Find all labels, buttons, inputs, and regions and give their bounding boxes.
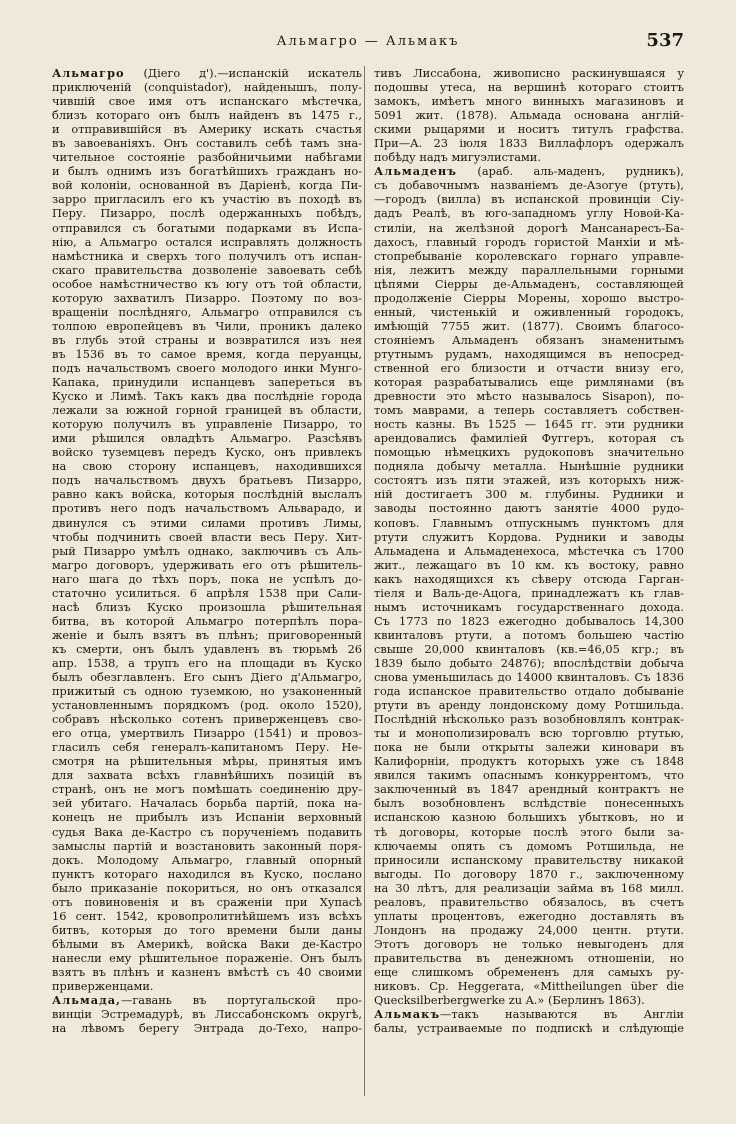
line-text: въ глубь этой страны и возвратился изъ нея bbox=[52, 332, 362, 347]
text-line bbox=[52, 909, 362, 923]
line-text: смотря на рѣшительныя мѣры, принятыя имъ bbox=[52, 754, 362, 769]
page-number: 537 bbox=[646, 30, 684, 51]
text-line bbox=[52, 558, 362, 572]
line-text: реаловъ, правительство обязалось, въ счетъ bbox=[374, 894, 684, 909]
text-line bbox=[52, 291, 362, 305]
text-line bbox=[374, 698, 684, 712]
line-text: женіе и былъ взятъ въ плѣнъ; приговоренный bbox=[52, 627, 362, 642]
line-text: статочно усилиться. 6 апрѣля 1538 при Сали- bbox=[52, 585, 362, 600]
text-line bbox=[52, 417, 362, 431]
text-line bbox=[374, 754, 684, 768]
text-line bbox=[374, 403, 684, 417]
line-text: 1839 было добыто 24876); впослѣдствіи добыча bbox=[374, 655, 684, 670]
line-text: состоятъ изъ пяти этажей, изъ которыхъ ниж- bbox=[374, 473, 684, 488]
text-line bbox=[52, 150, 362, 164]
line-text: толпою европейцевъ въ Чили, проникъ далеко bbox=[52, 318, 362, 333]
line-text: на лѣвомъ берегу Энтрада до-Техо, напро- bbox=[52, 1021, 362, 1036]
text-line bbox=[52, 951, 362, 965]
text-line bbox=[374, 206, 684, 220]
line-text: которую получилъ въ управленіе Пизарро, то bbox=[52, 417, 362, 432]
text-line bbox=[52, 1007, 362, 1021]
line-text: которую захватилъ Пизарро. Поэтому по воз- bbox=[52, 290, 362, 305]
text-line bbox=[52, 768, 362, 782]
line-text: былъ возобновленъ вслѣдствіе понесенныхъ bbox=[374, 796, 684, 811]
text-line bbox=[52, 263, 362, 277]
line-text: приключеній (conquistador), найденышъ, полу- bbox=[52, 80, 362, 95]
text-line bbox=[52, 66, 362, 80]
text-line bbox=[52, 853, 362, 867]
text-line bbox=[52, 164, 362, 178]
text-line bbox=[374, 150, 684, 164]
text-line bbox=[374, 530, 684, 544]
line-text: балы, устраиваемые по подпискѣ и слѣдующіе bbox=[374, 1021, 684, 1036]
text-line bbox=[374, 431, 684, 445]
line-text: ртути въ аренду лондонскому дому Ротшильда. bbox=[374, 698, 684, 713]
text-line bbox=[374, 221, 684, 235]
line-text: насѣ близъ Куско произошла рѣшительная bbox=[52, 599, 362, 614]
line-text: квинталовъ ртути, а потомъ большею частію bbox=[374, 627, 684, 642]
text-line bbox=[374, 895, 684, 909]
text-line bbox=[374, 122, 684, 136]
line-text: которая разрабатывались еще римлянами (въ bbox=[374, 375, 684, 390]
text-line bbox=[374, 628, 684, 642]
text-line bbox=[52, 881, 362, 895]
text-line bbox=[374, 445, 684, 459]
line-text: коповъ. Главнымъ отпускнымъ пунктомъ для bbox=[374, 515, 684, 530]
text-line bbox=[52, 1021, 362, 1035]
line-text: винціи Эстремадурѣ, въ Лиссабонскомъ округѣ, bbox=[52, 1007, 362, 1022]
text-line bbox=[52, 249, 362, 263]
line-text: вой колоніи, основанной въ Даріенѣ, когда Пи- bbox=[52, 178, 362, 193]
line-text: конецъ не прибылъ изъ Испаніи верховный bbox=[52, 810, 362, 825]
line-text: Куско и Лимѣ. Такъ какъ два послѣдніе города bbox=[52, 389, 362, 404]
line-text: нія, лежитъ между параллельными горными bbox=[374, 262, 684, 277]
line-text: взятъ въ плѣнъ и казненъ вмѣстѣ съ 40 своими bbox=[52, 965, 362, 979]
left-column bbox=[52, 66, 362, 1035]
text-line bbox=[52, 94, 362, 108]
text-line bbox=[52, 235, 362, 249]
text-line bbox=[374, 558, 684, 572]
page-header bbox=[52, 30, 684, 54]
text-line bbox=[374, 586, 684, 600]
line-text: Этотъ договоръ не только невыгоденъ для bbox=[374, 936, 684, 951]
line-text: судья Вака де-Кастро съ порученіемъ подавить bbox=[52, 824, 362, 839]
text-line bbox=[374, 740, 684, 754]
line-text: подняла добычу металла. Нынѣшніе рудники bbox=[374, 459, 684, 474]
text-line bbox=[52, 445, 362, 459]
line-text: снова уменьшилась до 14000 квинталовъ. Съ 1836 bbox=[374, 670, 684, 685]
running-title: Альмагро — Альмакъ bbox=[276, 34, 460, 49]
text-line bbox=[374, 572, 684, 586]
line-text: —городъ (вилла) въ испанской провинціи Сіу- bbox=[374, 192, 684, 207]
text-line bbox=[52, 431, 362, 445]
text-line bbox=[374, 417, 684, 431]
line-text: скаго правительства дозволеніе завоевать себѣ bbox=[52, 262, 362, 277]
line-text: на 30 лѣтъ, для реализаціи займа въ 168 милл. bbox=[374, 880, 684, 895]
line-text: вращеніи послѣдняго, Альмагро отправился съ bbox=[52, 304, 362, 319]
line-text: магро договоръ, удерживать его отъ рѣшитель- bbox=[52, 557, 362, 572]
text-line bbox=[374, 614, 684, 628]
text-line bbox=[52, 684, 362, 698]
text-line bbox=[52, 796, 362, 810]
line-text: какъ находящихся къ сѣверу отсюда Гарган- bbox=[374, 571, 684, 586]
line-text: ность казны. Въ 1525 — 1645 гг. эти рудники bbox=[374, 417, 684, 432]
text-line bbox=[374, 979, 684, 993]
entry-headword: Альмагро bbox=[52, 66, 125, 80]
line-text: дахосъ, главный городъ гористой Манхіи и мѣ- bbox=[374, 234, 684, 249]
text-line bbox=[52, 122, 362, 136]
text-line bbox=[374, 516, 684, 530]
text-line bbox=[374, 333, 684, 347]
text-line bbox=[374, 80, 684, 94]
line-text: зей убитаго. Началась борьба партій, пока на- bbox=[52, 796, 362, 811]
line-text: особое намѣстничество къ югу отъ той области, bbox=[52, 276, 362, 291]
line-text: дадъ Реалѣ, въ юго-западномъ углу Новой-Ка- bbox=[374, 206, 684, 221]
line-text: странѣ, онъ не могъ помѣшать соединенію дру- bbox=[52, 782, 362, 797]
text-line bbox=[52, 572, 362, 586]
line-text: томъ маврами, а теперь составляетъ собствен- bbox=[374, 403, 684, 418]
line-text: наго шага до тѣхъ поръ, пока не успѣлъ до- bbox=[52, 571, 362, 586]
line-text: собравъ нѣсколько сотенъ приверженцевъ сво- bbox=[52, 712, 362, 727]
line-text: Quecksilberbergwerke zu A.» (Берлинъ 1863). bbox=[374, 993, 645, 1008]
line-text: подъ начальствомъ своего молодого инки Мунго- bbox=[52, 360, 362, 375]
text-line bbox=[52, 473, 362, 487]
line-text: прижитый съ одною туземкою, но узаконенный bbox=[52, 684, 362, 699]
text-line bbox=[374, 235, 684, 249]
text-line bbox=[52, 867, 362, 881]
text-line bbox=[52, 136, 362, 150]
text-line bbox=[52, 712, 362, 726]
text-line bbox=[52, 656, 362, 670]
text-line bbox=[374, 361, 684, 375]
line-text: на свою сторону испанцевъ, находившихся bbox=[52, 459, 362, 474]
text-line bbox=[374, 136, 684, 150]
text-line bbox=[52, 347, 362, 361]
text-line bbox=[374, 684, 684, 698]
line-text: и отправившійся въ Америку искать счастья bbox=[52, 122, 362, 137]
text-line bbox=[52, 403, 362, 417]
line-text: подошвы утеса, на вершинѣ котораго стоитъ bbox=[374, 80, 684, 95]
line-text: установленнымъ порядкомъ (род. около 1520), bbox=[52, 698, 362, 713]
line-text: ственной его близости и отчасти внизу его, bbox=[374, 360, 684, 375]
text-line bbox=[374, 501, 684, 515]
text-line bbox=[52, 459, 362, 473]
line-text: намѣстника и сверхъ того получилъ отъ испан- bbox=[52, 248, 362, 263]
text-line bbox=[52, 600, 362, 614]
line-text: пунктъ котораго находился въ Куско, послано bbox=[52, 866, 362, 881]
text-line bbox=[52, 333, 362, 347]
line-text: было приказаніе покориться, но онъ отказался bbox=[52, 880, 362, 895]
line-text: испанскою казною большихъ убытковъ, но и bbox=[374, 810, 684, 825]
line-text: (Дiего д').—испанскій искатель bbox=[124, 66, 362, 80]
text-line bbox=[52, 544, 362, 558]
line-text: (араб. аль-маденъ, рудникъ), bbox=[456, 164, 684, 179]
line-text: Альмадена и Альмаденехоса, мѣстечка съ 1700 bbox=[374, 543, 684, 558]
line-text: докъ. Молодому Альмагро, главный опорный bbox=[52, 852, 362, 867]
text-line bbox=[374, 192, 684, 206]
text-line bbox=[52, 839, 362, 853]
text-line bbox=[52, 825, 362, 839]
line-text: Послѣдній нѣсколько разъ возобновлялъ контрак- bbox=[374, 712, 684, 727]
line-text: ній достигаетъ 300 м. глубины. Рудники и bbox=[374, 487, 684, 502]
text-line bbox=[52, 810, 362, 824]
text-line bbox=[374, 249, 684, 263]
line-text: двинулся съ этими силами противъ Лимы, bbox=[52, 515, 362, 530]
line-text: для захвата всѣхъ главнѣйшихъ позицій въ bbox=[52, 768, 362, 783]
text-line bbox=[374, 951, 684, 965]
line-text: замокъ, имѣетъ много винныхъ магазиновъ и bbox=[374, 94, 684, 109]
line-text: года испанское правительство отдало добываніе bbox=[374, 684, 684, 699]
text-line bbox=[374, 305, 684, 319]
line-text: явился такимъ опаснымъ конкуррентомъ, что bbox=[374, 768, 684, 783]
text-line bbox=[52, 361, 362, 375]
line-text: Перу. Пизарро, послѣ одержанныхъ побѣдъ, bbox=[52, 206, 362, 221]
line-text: побѣду надъ мигуэлистами. bbox=[374, 150, 541, 165]
text-line bbox=[52, 782, 362, 796]
line-text: чтобы подчинить своей власти весь Перу. Хит- bbox=[52, 529, 362, 544]
line-text: и былъ однимъ изъ богатѣйшихъ гражданъ но- bbox=[52, 164, 362, 179]
line-text: близъ котораго онъ былъ найденъ въ 1475 г., bbox=[52, 108, 362, 123]
line-text: ты и монополизировалъ всю торговлю ртутью, bbox=[374, 726, 684, 741]
line-text: къ смерти, онъ былъ удавленъ въ тюрьмѣ 26 bbox=[52, 641, 362, 656]
line-text: зарро пригласилъ его къ участію въ походѣ въ bbox=[52, 192, 362, 207]
line-text: въ завоеваніяхъ. Онъ составилъ себѣ тамъ зна- bbox=[52, 136, 362, 151]
line-text: —гавань въ португальской про- bbox=[121, 993, 362, 1008]
text-line bbox=[374, 839, 684, 853]
line-text: чившій свое имя отъ испанскаго мѣстечка, bbox=[52, 94, 362, 109]
line-text: ртути служитъ Кордова. Рудники и заводы bbox=[374, 529, 684, 544]
text-line bbox=[374, 1007, 684, 1021]
line-text: уплаты процентовъ, ежегодно доставлять въ bbox=[374, 908, 684, 923]
line-text: его отца, умертвилъ Пизарро (1541) и провоз- bbox=[52, 726, 362, 741]
line-text: замыслы партій и возстановить законный поря- bbox=[52, 838, 362, 853]
line-text: Калифорніи, продуктъ которыхъ уже съ 1848 bbox=[374, 754, 684, 769]
text-line bbox=[374, 487, 684, 501]
text-line bbox=[374, 726, 684, 740]
text-line bbox=[52, 965, 362, 979]
text-line bbox=[374, 993, 684, 1007]
text-line bbox=[374, 347, 684, 361]
line-text: ртутнымъ рудамъ, находящимся въ непосред- bbox=[374, 346, 684, 361]
text-line bbox=[374, 825, 684, 839]
text-line bbox=[52, 937, 362, 951]
line-text: Лондонъ на продажу 24,000 центн. ртути. bbox=[374, 922, 684, 937]
text-line bbox=[52, 221, 362, 235]
text-line bbox=[374, 923, 684, 937]
text-line bbox=[52, 698, 362, 712]
text-line bbox=[52, 305, 362, 319]
line-text: При—А. 23 іюля 1833 Виллафлоръ одержалъ bbox=[374, 136, 684, 151]
line-text: апр. 1538, а трупъ его на площади въ Куско bbox=[52, 655, 362, 670]
line-text: приносили испанскому правительству никакой bbox=[374, 852, 684, 867]
line-text: тивъ Лиссабона, живописно раскинувшаяся у bbox=[374, 66, 684, 80]
text-line bbox=[52, 192, 362, 206]
right-column bbox=[374, 66, 684, 1035]
text-line bbox=[52, 642, 362, 656]
line-text: приверженцами. bbox=[52, 979, 154, 994]
line-text: стопребываніе королевскаго горнаго управле- bbox=[374, 248, 684, 263]
text-line bbox=[374, 178, 684, 192]
text-line bbox=[374, 782, 684, 796]
text-line bbox=[52, 923, 362, 937]
text-line bbox=[374, 319, 684, 333]
entry-headword: Альмакъ bbox=[374, 1007, 441, 1022]
text-line bbox=[52, 628, 362, 642]
line-text: былъ обезглавленъ. Его сынъ Дiего д'Альмагро, bbox=[52, 670, 362, 685]
line-text: выгоды. По договору 1870 г., заключенному bbox=[374, 866, 684, 881]
line-text: въ 1536 въ то самое время, когда перуанцы, bbox=[52, 346, 362, 361]
line-text: еще слишкомъ обремененъ для самыхъ ру- bbox=[374, 965, 684, 979]
line-text: никовъ. Ср. Heggerата, «Mittheilungen über die bbox=[374, 979, 684, 994]
line-text: войско туземцевъ передъ Куско, онъ привлекъ bbox=[52, 445, 362, 460]
text-line bbox=[374, 670, 684, 684]
text-line bbox=[374, 389, 684, 403]
line-text: отъ повиновенія и въ сраженіи при Хупасѣ bbox=[52, 894, 362, 909]
text-line bbox=[374, 291, 684, 305]
text-line bbox=[374, 375, 684, 389]
line-text: нымъ источникамъ государственнаго дохода. bbox=[374, 599, 684, 614]
text-line bbox=[374, 263, 684, 277]
line-text: пока не были открыты залежи киновари въ bbox=[374, 740, 684, 755]
text-line bbox=[52, 375, 362, 389]
line-text: битвъ, которыя до того времени были даны bbox=[52, 922, 362, 937]
text-line bbox=[374, 965, 684, 979]
line-text: чительное состояніе разбойничьими набѣгами bbox=[52, 150, 362, 165]
text-line bbox=[52, 993, 362, 1007]
line-text: правительства въ денежномъ отношеніи, но bbox=[374, 950, 684, 965]
text-line bbox=[52, 319, 362, 333]
line-text: гласилъ себя генералъ-капитаномъ Перу. Не- bbox=[52, 740, 362, 755]
line-text: скими рыцарями и носитъ титулъ графства. bbox=[374, 122, 684, 137]
text-line bbox=[374, 881, 684, 895]
text-line bbox=[374, 66, 684, 80]
text-line bbox=[374, 768, 684, 782]
line-text: свыше 20,000 квинталовъ (кв.=46,05 кгр.; въ bbox=[374, 641, 684, 656]
text-line bbox=[52, 726, 362, 740]
text-line bbox=[374, 796, 684, 810]
text-line bbox=[52, 740, 362, 754]
text-line bbox=[374, 544, 684, 558]
line-text: тѣ договоры, которые послѣ этого были за- bbox=[374, 824, 684, 839]
line-text: заводы постоянно даютъ занятіе 4000 рудо- bbox=[374, 501, 684, 516]
line-text: 16 сент. 1542, кровопролитнѣйшемъ изъ всѣхъ bbox=[52, 908, 362, 923]
text-line bbox=[52, 586, 362, 600]
text-line bbox=[374, 277, 684, 291]
text-line bbox=[374, 909, 684, 923]
line-text: ключаемы опять съ домомъ Ротшильда, не bbox=[374, 838, 684, 853]
line-text: продолженіе Сіерры Морены, хорошо выстро- bbox=[374, 290, 684, 305]
line-text: Съ 1773 по 1823 ежегодно добывалось 14,300 bbox=[374, 613, 684, 628]
text-line bbox=[374, 867, 684, 881]
text-line bbox=[374, 712, 684, 726]
line-text: съ добавочнымъ названіемъ де-Азогуе (ртуть), bbox=[374, 178, 684, 193]
line-text: енный, чистенькій и оживленный городокъ, bbox=[374, 304, 684, 319]
text-line bbox=[52, 178, 362, 192]
entry-headword: Альмаденъ bbox=[374, 164, 457, 179]
text-line bbox=[52, 754, 362, 768]
text-line bbox=[52, 277, 362, 291]
line-text: имѣющій 7755 жит. (1877). Своимъ благосо- bbox=[374, 318, 684, 333]
line-text: равно какъ войска, которыя послѣдній выслалъ bbox=[52, 487, 362, 502]
text-line bbox=[52, 614, 362, 628]
line-text: нанесли ему рѣшительное пораженіе. Онъ былъ bbox=[52, 950, 362, 965]
text-line bbox=[52, 979, 362, 993]
text-line bbox=[52, 487, 362, 501]
text-line bbox=[374, 164, 684, 178]
text-line bbox=[52, 206, 362, 220]
text-line bbox=[374, 853, 684, 867]
line-text: помощью нѣмецкихъ рудокоповъ значительно bbox=[374, 445, 684, 460]
text-line bbox=[52, 501, 362, 515]
line-text: лежали за южной горной границей въ области, bbox=[52, 403, 362, 418]
line-text: 5091 жит. (1878). Альмада основана англій- bbox=[374, 108, 684, 123]
entry-headword: Альмада, bbox=[52, 993, 122, 1008]
line-text: Капака, принудили испанцевъ запереться въ bbox=[52, 375, 362, 390]
text-line bbox=[374, 810, 684, 824]
line-text: ими рѣшился овладѣть Альмагро. Разсѣявъ bbox=[52, 431, 362, 446]
line-text: арендовались фамиліей Фуггеръ, которая съ bbox=[374, 431, 684, 446]
line-text: отправился съ богатыми подарками въ Испа- bbox=[52, 220, 362, 235]
text-line bbox=[374, 459, 684, 473]
line-text: тіеля и Валь-де-Ацога, принадлежатъ къ глав- bbox=[374, 585, 684, 600]
line-text: стиліи, на желѣзной дорогѣ Мансанаресъ-Ба- bbox=[374, 220, 684, 235]
text-line bbox=[374, 94, 684, 108]
text-line bbox=[374, 108, 684, 122]
text-line bbox=[374, 937, 684, 951]
text-line bbox=[52, 80, 362, 94]
text-line bbox=[374, 642, 684, 656]
text-line bbox=[52, 670, 362, 684]
line-text: противъ него подъ начальствомъ Альварадо, и bbox=[52, 501, 362, 516]
text-line bbox=[52, 108, 362, 122]
text-line bbox=[52, 516, 362, 530]
line-text: битва, въ которой Альмагро потерпѣлъ пора- bbox=[52, 613, 362, 628]
line-text: древности это мѣсто называлось Sisapon), по- bbox=[374, 389, 684, 404]
text-line bbox=[52, 389, 362, 403]
text-line bbox=[374, 473, 684, 487]
line-text: бѣлыми въ Америкѣ, войска Ваки де-Кастро bbox=[52, 936, 362, 951]
column-divider bbox=[364, 66, 365, 1096]
line-text: цѣпями Сіерры де-Альмаденъ, составляющей bbox=[374, 276, 684, 291]
text-line bbox=[52, 530, 362, 544]
line-text: жит., лежащаго въ 10 км. къ востоку, равно bbox=[374, 557, 684, 572]
line-text: стояніемъ Альмаденъ обязанъ знаменитымъ bbox=[374, 332, 684, 347]
line-text: рый Пизарро умѣлъ однако, заключивъ съ Аль- bbox=[52, 543, 362, 558]
line-text: нію, а Альмагро остался исправлять должность bbox=[52, 234, 362, 249]
text-line bbox=[374, 600, 684, 614]
text-line bbox=[374, 1021, 684, 1035]
text-line bbox=[374, 656, 684, 670]
line-text: заключенный въ 1847 арендный контрактъ не bbox=[374, 782, 684, 797]
text-line bbox=[52, 895, 362, 909]
line-text: подъ начальствомъ двухъ братьевъ Пизарро, bbox=[52, 473, 362, 488]
line-text: —такъ называются въ Англіи bbox=[440, 1007, 684, 1022]
